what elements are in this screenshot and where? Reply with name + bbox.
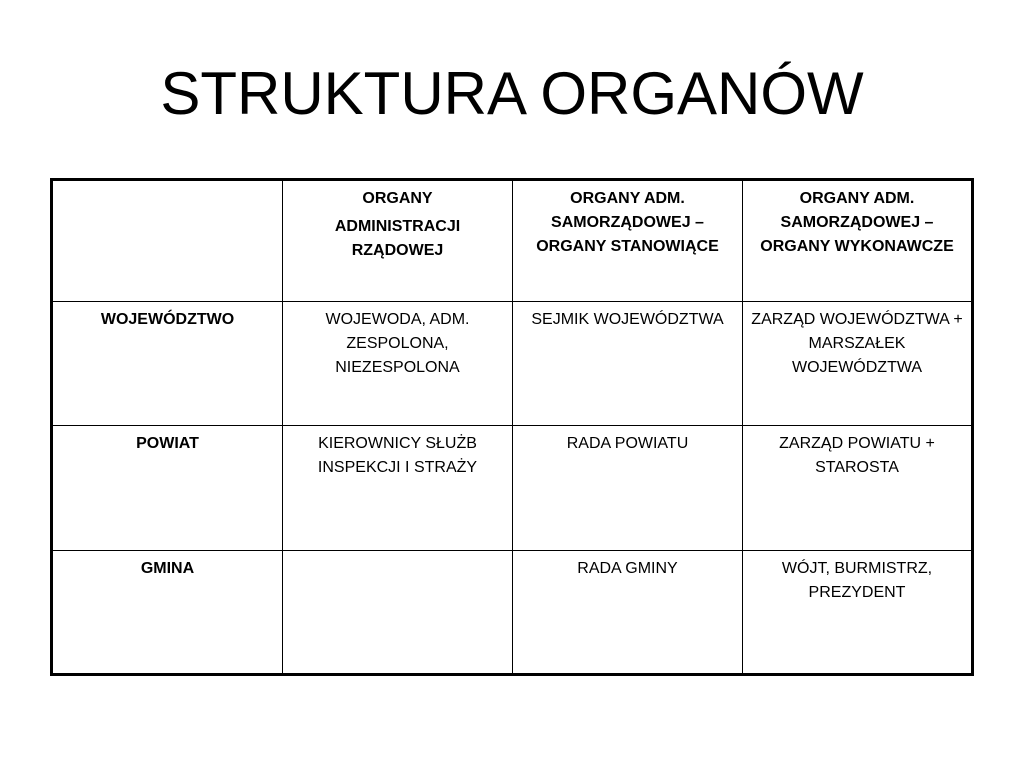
row-label: POWIAT [52,426,283,550]
cell-executive: ZARZĄD POWIATU + STAROSTA [743,426,973,550]
table-header-row [52,180,973,302]
table-row [52,302,973,426]
cell-executive: ZARZĄD WOJEWÓDZTWA + MARSZAŁEK WOJEWÓDZTWA [743,302,973,426]
cell-legislative: RADA GMINY [513,550,743,674]
header-cell-government [283,180,513,302]
cell-government: WOJEWODA, ADM. ZESPOLONA, NIEZESPOLONA [283,302,513,426]
header-cell-empty [52,180,283,302]
cell-government: KIEROWNICY SŁUŻB INSPEKCJI I STRAŻY [283,426,513,550]
table-row [52,550,973,674]
row-label: WOJEWÓDZTWO [52,302,283,426]
row-label: GMINA [52,550,283,674]
header-cell-legislative: ORGANY ADM. SAMORZĄDOWEJ – ORGANY STANOWIĄCE [513,180,743,302]
cell-legislative: RADA POWIATU [513,426,743,550]
header-government-line1: ORGANY [362,190,433,207]
structure-table [50,178,974,676]
cell-legislative: SEJMIK WOJEWÓDZTWA [513,302,743,426]
page-title: STRUKTURA ORGANÓW [160,60,864,127]
header-government-line2: ADMINISTRACJI RZĄDOWEJ [334,218,461,259]
cell-executive: WÓJT, BURMISTRZ, PREZYDENT [743,550,973,674]
cell-government [283,550,513,674]
header-cell-executive: ORGANY ADM. SAMORZĄDOWEJ – ORGANY WYKONAWCZE [743,180,973,302]
table-row [52,426,973,550]
